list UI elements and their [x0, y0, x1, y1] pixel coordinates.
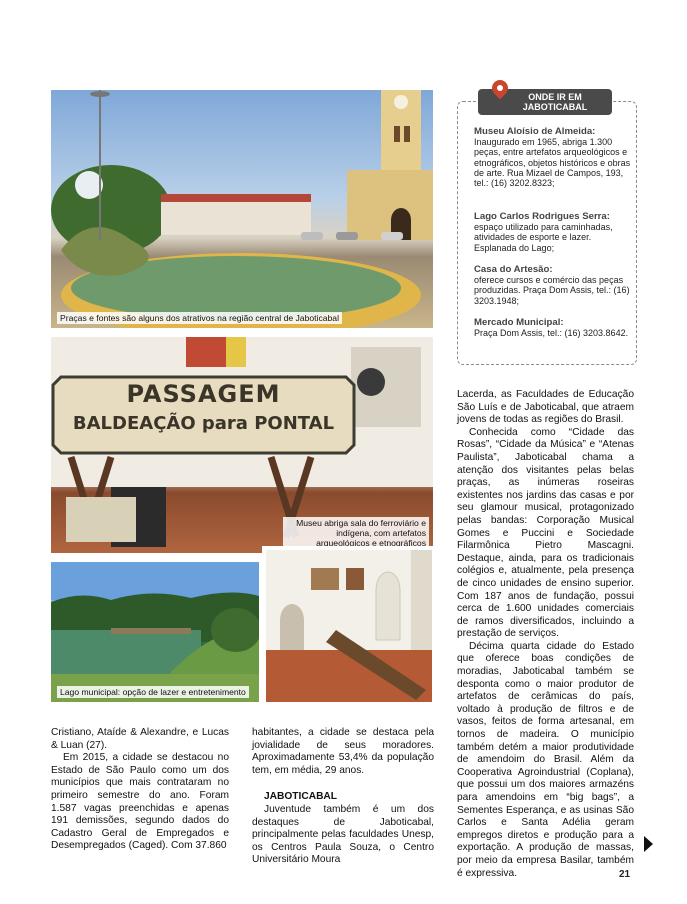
entry-text: Praça Dom Assis, tel.: (16) 3203.8642. [474, 328, 629, 339]
entry-text: oferece cursos e comércio das peças produzidas. Praça Dom Assis, tel.: (16) 3203.1948; [474, 275, 630, 306]
artisan-photo-frame [262, 546, 436, 706]
entry-title: Lago Carlos Rodrigues Serra: [474, 211, 610, 222]
lake-photo [51, 562, 259, 702]
badge-label: ONDE IR EM JABOTICABAL [522, 92, 588, 112]
sidebar-entry-lake [474, 212, 634, 253]
continue-arrow-icon [644, 836, 653, 852]
page-number: 21 [619, 869, 631, 880]
lake-illustration [51, 562, 259, 702]
article-paragraph: Em 2015, a cidade se destacou no Estado de São Paulo como um dos municípios que mais contrataram no primeiro semestre do ano. Foram 1.587 vagas preenchidas e apenas 191 demissões, segundo dados do Cadastro Geral de Empregados e Desempregados (Caged). Com 37.860 [51, 752, 229, 852]
article-paragraph: Cristiano, Ataíde & Alexandre, e Lucas & Luan (27). [51, 727, 229, 751]
sign-line-1: PASSAGEM [126, 380, 281, 408]
entry-text: Inaugurado em 1965, abriga 1.300 peças, entre artefatos arqueológicos e etnográficos, objetos históricos e obras de arte. Rua Mizael de Campos, 193, tel.: (16) 3202.8323; [474, 137, 631, 189]
sign-line-2: BALDEAÇÃO para PONTAL [72, 413, 335, 434]
sidebar-entry-market [474, 318, 634, 338]
museum-caption: Museu abriga sala do ferroviário e indígena, com artefatos arqueológicos e etnográficos [283, 517, 429, 549]
article-column-left [51, 727, 229, 853]
entry-title: Casa do Artesão: [474, 264, 553, 275]
plaza-caption: Praças e fontes são alguns dos atrativos na região central de Jaboticabal [57, 312, 342, 324]
plaza-illustration [51, 90, 433, 328]
sidebar-entry-artisan-house [474, 265, 634, 306]
article-paragraph: Décima quarta cidade do Estado que oferece boas condições de moradias, Jaboticabal também se desponta como o maior produtor de artefatos de cerâmicas do país, voltado à produção de filtros e de vasos, feitos de forma artesanal, em tornos de madeira. O município também detém a maior produtividade de amendoim do Brasil. Além da Cooperativa Agroindustrial (Coplana), que possui um dos maiores armazéns para amendoins em “big bags”, a Sementes Esperança, e as usinas São Carlos e Santa Adélia geram empregos diretos e produção para a exportação. A produção de massas, por meio da empresa Basilar, também é expressiva. [457, 640, 634, 879]
article-paragraph: Juventude também é um dos destaques de Jaboticabal, principalmente pelas faculdades Unesp, os Centros Paula Souza, o Centro Universitário Moura [252, 803, 434, 866]
entry-text: espaço utilizado para caminhadas, atividades de esporte e lazer. Esplanada do Lago; [474, 222, 613, 253]
sidebar-entry-museum [474, 127, 634, 188]
plaza-photo [51, 90, 433, 328]
section-subtitle: JABOTICABAL [264, 791, 338, 803]
sign-text [61, 379, 346, 439]
entry-title: Mercado Municipal: [474, 317, 564, 328]
museum-photo [51, 337, 433, 553]
article-paragraph: Lacerda, as Faculdades de Educação São Luís e de Jaboticabal, que atraem jovens de todas as regiões do Brasil. [457, 389, 634, 426]
article-paragraph: Conhecida como “Cidade das Rosas”, “Cidade da Música” e “Atenas Paulista”, Jaboticabal chama a atenção dos visitantes pelas belas praças, as inúmeras roseiras existentes nos jardins das casas e por seu glamour musical, protagonizado pelas bandas: Corporação Musical Gomes e Puccini e Sociedade Filarmônica Pietro Mascagni. Destaque, ainda, para os tradicionais colégios e, atualmente, pela presença de cinco unidades de ensino superior. Com 187 anos de fundação, possui cerca de 1.600 unidades comerciais de ramos diversificados, incluindo a prestação de serviços. [457, 426, 634, 640]
lake-caption: Lago municipal: opção de lazer e entretenimento [57, 686, 249, 698]
article-paragraph: habitantes, a cidade se destaca pela jovialidade de seus moradores. Aproximadamente 53,4% da população tem, em média, 29 anos. [252, 727, 434, 776]
article-column-right [457, 389, 634, 880]
article-column-middle [252, 727, 434, 867]
entry-title: Museu Aloísio de Almeida: [474, 126, 596, 137]
